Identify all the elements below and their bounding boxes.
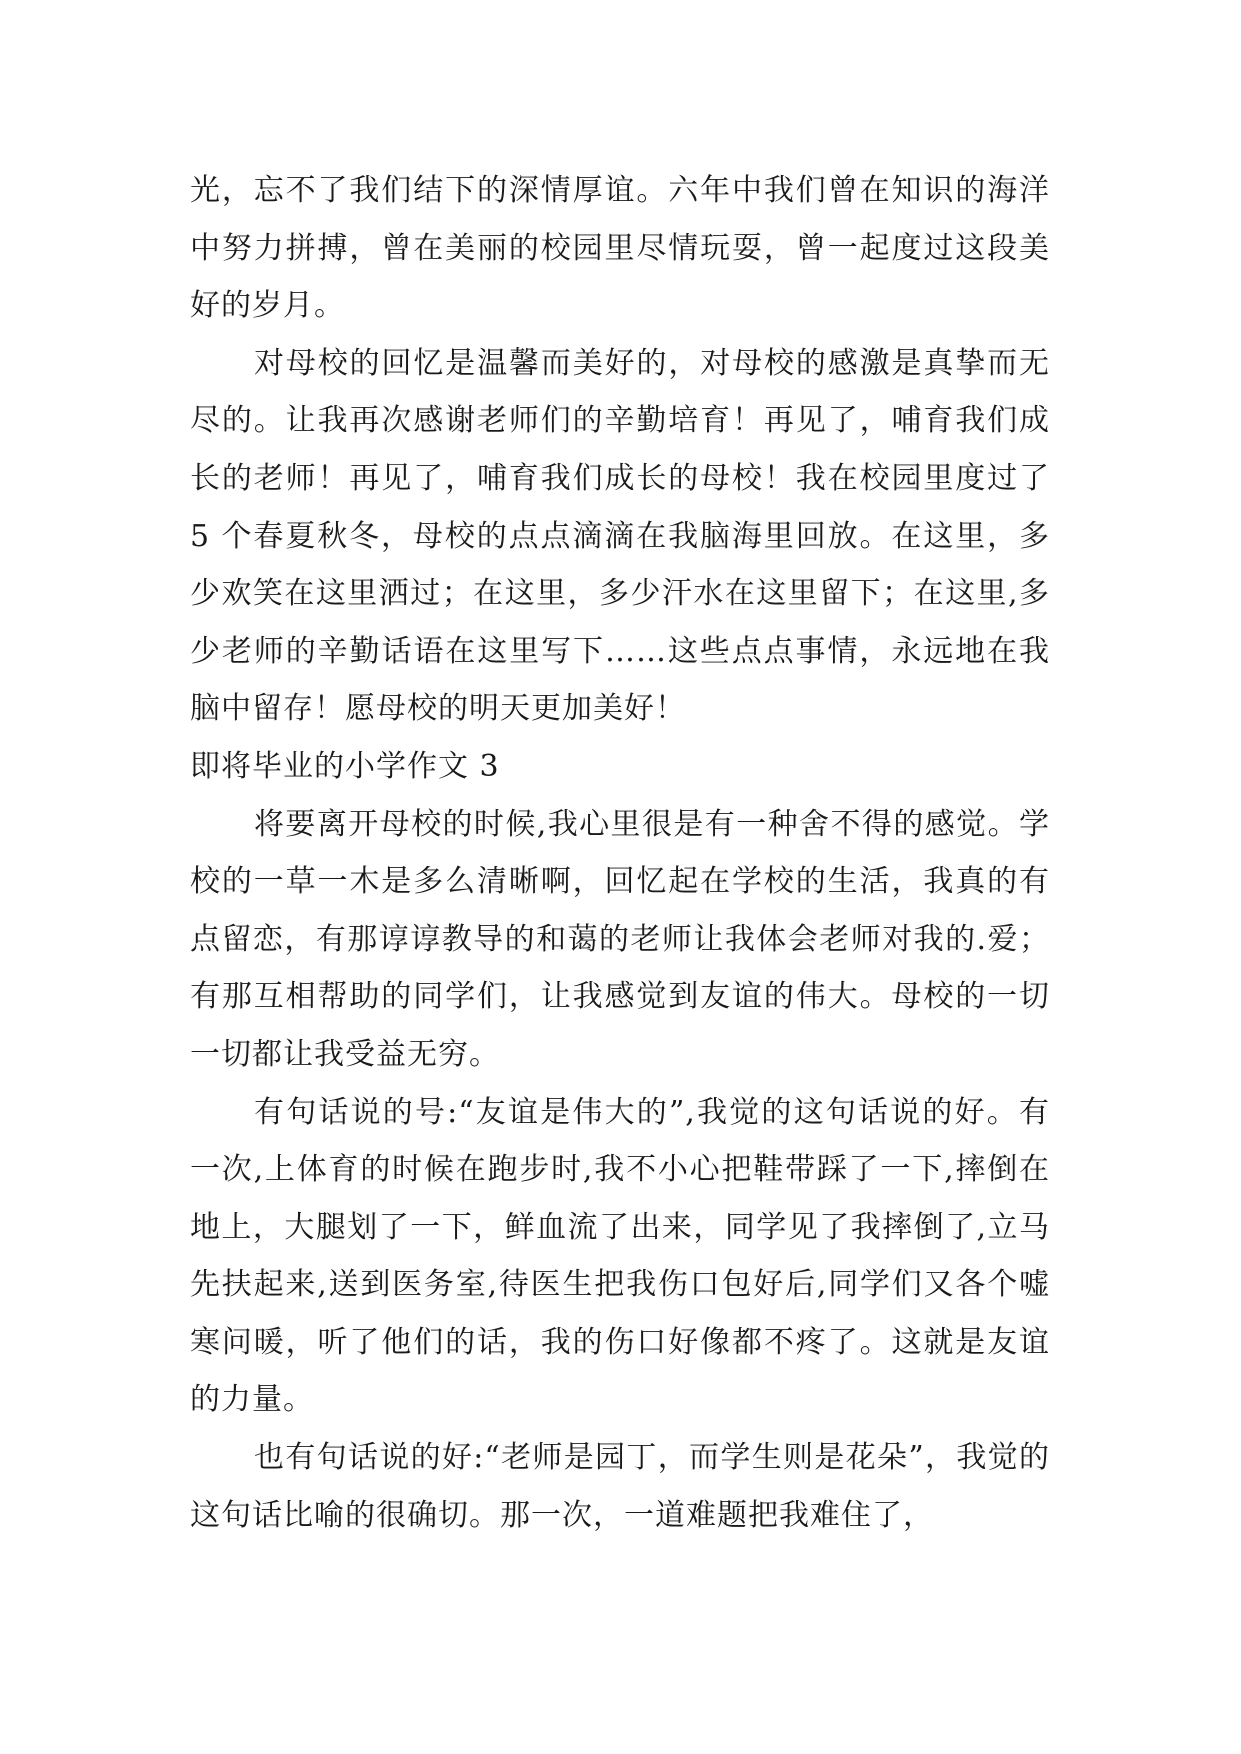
essay-heading: 即将毕业的小学作文 3 — [190, 748, 500, 784]
paragraph-1: 光，忘不了我们结下的深情厚谊。六年中我们曾在知识的海洋中努力拼搏，曾在美丽的校园里尽情玩耍，曾一起度过这段美好的岁月。 — [190, 173, 1050, 324]
paragraph-3: 将要离开母校的时候,我心里很是有一种舍不得的感觉。学校的一草一木是多么清晰啊，回忆起在学校的生活，我真的有点留恋，有那谆谆教导的和蔼的老师让我体会老师对我的.爱；有那互相帮助的同学们，让我感觉到友谊的伟大。母校的一切一切都让我受益无穷。 — [190, 806, 1050, 1072]
paragraph-2: 对母校的回忆是温馨而美好的，对母校的感激是真挚而无尽的。让我再次感谢老师们的辛勤培育！再见了，哺育我们成长的老师！再见了，哺育我们成长的母校！我在校园里度过了 5 个春夏秋冬，母校的点点滴滴在我脑海里回放。在这里，多少欢笑在这里洒过；在这里，多少汗水在这里留下；在这里,多少老师的辛勤话语在这里写下……这些点点事情，永远地在我脑中留存！愿母校的明天更加美好！ — [190, 345, 1050, 727]
paragraph-4: 有句话说的号:“友谊是伟大的”,我觉的这句话说的好。有一次,上体育的时候在跑步时,我不小心把鞋带踩了一下,摔倒在地上，大腿划了一下，鲜血流了出来，同学见了我摔倒了,立马先扶起来,送到医务室,待医生把我伤口包好后,同学们又各个嘘寒问暖，听了他们的话，我的伤口好像都不疼了。这就是友谊的力量。 — [190, 1094, 1050, 1418]
paragraph-5: 也有句话说的好:“老师是园丁，而学生则是花朵”，我觉的这句话比喻的很确切。那一次，一道难题把我难住了， — [190, 1440, 1050, 1533]
document-body — [190, 162, 1050, 1544]
